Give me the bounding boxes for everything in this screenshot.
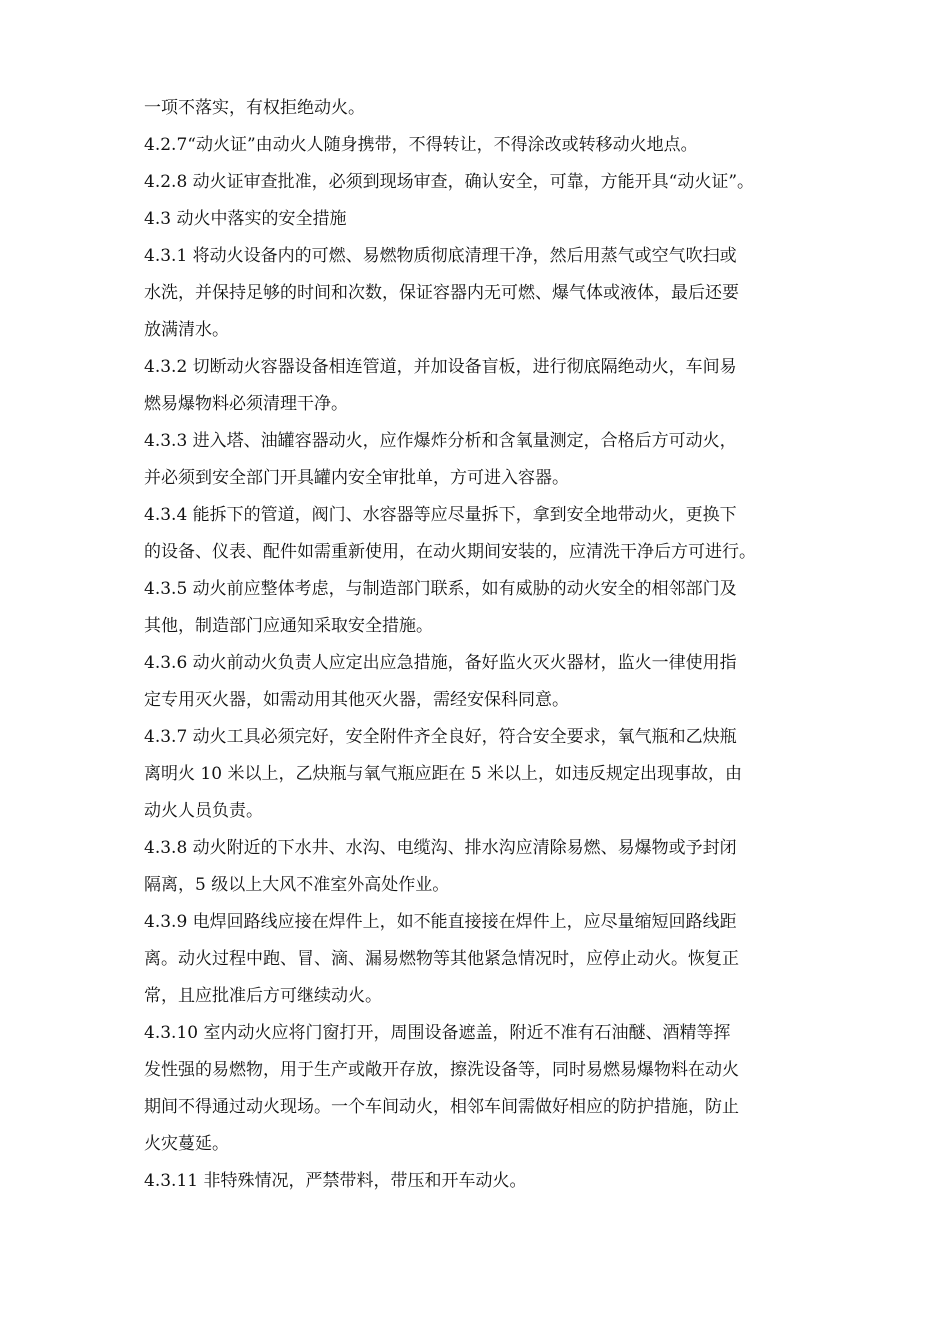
text-line: 4.2.7“动火证”由动火人随身携带，不得转让，不得涂改或转移动火地点。 bbox=[144, 135, 698, 155]
text-line: 4.3.4 能拆下的管道，阀门、水容器等应尽量拆下，拿到安全地带动火，更换下 bbox=[144, 505, 737, 525]
text-line: 的设备、仪表、配件如需重新使用，在动火期间安装的，应清洗干净后方可进行。 bbox=[144, 542, 756, 562]
text-line: 4.3.7 动火工具必须完好，安全附件齐全良好，符合安全要求，氧气瓶和乙炔瓶 bbox=[144, 727, 737, 747]
text-line: 4.3.6 动火前动火负责人应定出应急措施，备好监火灭火器材，监火一律使用指 bbox=[144, 653, 737, 673]
text-line: 水洗，并保持足够的时间和次数，保证容器内无可燃、爆气体或液体，最后还要 bbox=[144, 283, 739, 303]
text-line: 其他，制造部门应通知采取安全措施。 bbox=[144, 616, 433, 636]
text-line: 一项不落实，有权拒绝动火。 bbox=[144, 98, 365, 118]
text-line: 4.3.3 进入塔、油罐容器动火，应作爆炸分析和含氧量测定，合格后方可动火， bbox=[144, 431, 737, 451]
text-line: 常，且应批准后方可继续动火。 bbox=[144, 986, 382, 1006]
text-line: 4.3.11 非特殊情况，严禁带料，带压和开车动火。 bbox=[144, 1171, 527, 1191]
text-line: 期间不得通过动火现场。一个车间动火，相邻车间需做好相应的防护措施，防止 bbox=[144, 1097, 739, 1117]
text-line: 4.3.1 将动火设备内的可燃、易燃物质彻底清理干净，然后用蒸气或空气吹扫或 bbox=[144, 246, 737, 266]
section-heading: 4.3 动火中落实的安全措施 bbox=[144, 209, 347, 229]
text-line: 放满清水。 bbox=[144, 320, 229, 340]
text-line: 发性强的易燃物，用于生产或敞开存放，擦洗设备等，同时易燃易爆物料在动火 bbox=[144, 1060, 739, 1080]
text-line: 离。动火过程中跑、冒、滴、漏易燃物等其他紧急情况时，应停止动火。恢复正 bbox=[144, 949, 739, 969]
text-line: 4.3.10 室内动火应将门窗打开，周围设备遮盖，附近不准有石油醚、酒精等挥 bbox=[144, 1023, 731, 1043]
text-line: 并必须到安全部门开具罐内安全审批单，方可进入容器。 bbox=[144, 468, 569, 488]
text-line: 动火人员负责。 bbox=[144, 801, 263, 821]
text-line: 离明火 10 米以上，乙炔瓶与氧气瓶应距在 5 米以上，如违反规定出现事故，由 bbox=[144, 764, 743, 784]
text-line: 4.3.8 动火附近的下水井、水沟、电缆沟、排水沟应清除易燃、易爆物或予封闭 bbox=[144, 838, 737, 858]
document-body bbox=[144, 90, 820, 1200]
text-line: 4.3.9 电焊回路线应接在焊件上，如不能直接接在焊件上，应尽量缩短回路线距 bbox=[144, 912, 737, 932]
text-line: 4.2.8 动火证审查批准，必须到现场审查，确认安全，可靠，方能开具“动火证”。 bbox=[144, 172, 755, 192]
text-line: 4.3.5 动火前应整体考虑，与制造部门联系，如有威胁的动火安全的相邻部门及 bbox=[144, 579, 737, 599]
text-line: 火灾蔓延。 bbox=[144, 1134, 229, 1154]
text-line: 定专用灭火器，如需动用其他灭火器，需经安保科同意。 bbox=[144, 690, 569, 710]
text-line: 隔离，5 级以上大风不准室外高处作业。 bbox=[144, 875, 450, 895]
text-line: 燃易爆物料必须清理干净。 bbox=[144, 394, 348, 414]
text-line: 4.3.2 切断动火容器设备相连管道，并加设备盲板，进行彻底隔绝动火，车间易 bbox=[144, 357, 737, 377]
